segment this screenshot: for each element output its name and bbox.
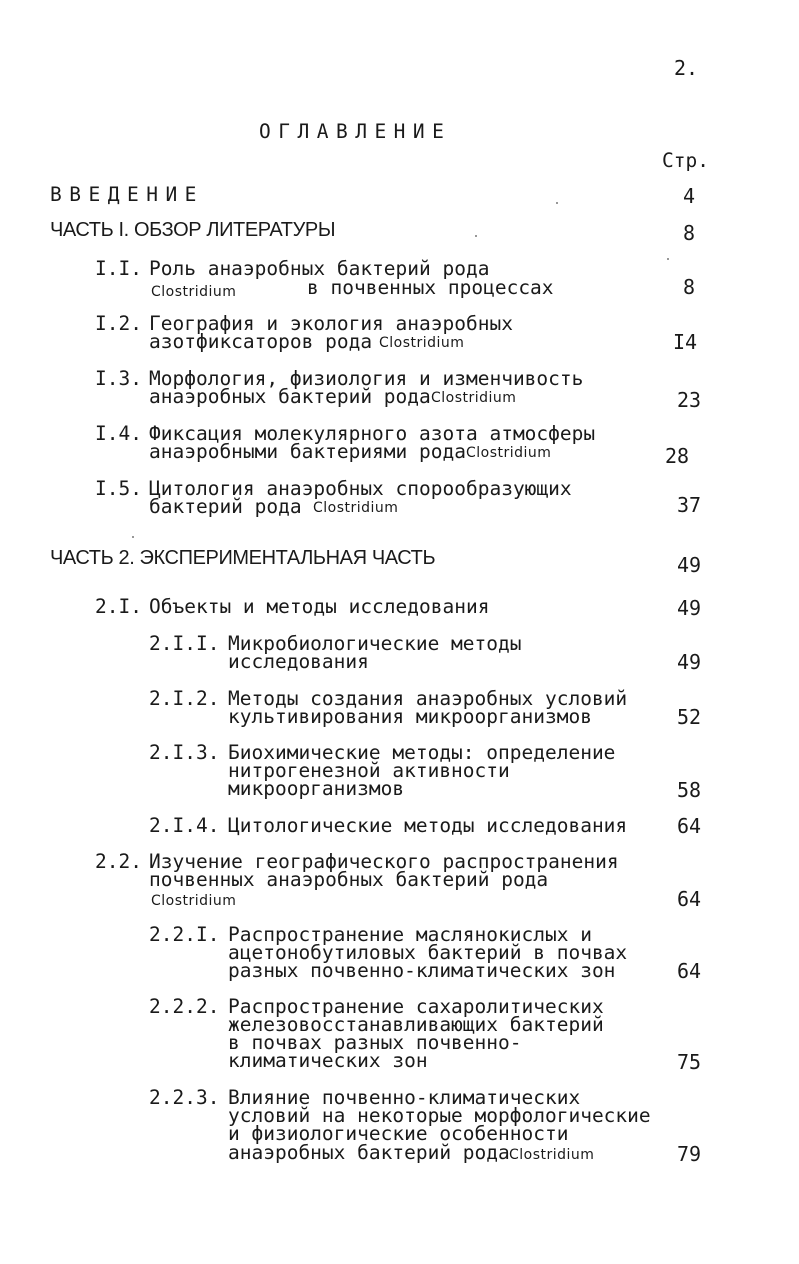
- entry-number: 2.2.: [95, 850, 142, 873]
- entry-page: 8: [682, 221, 696, 245]
- entry-line: География и экология анаэробных: [149, 312, 513, 335]
- entry-line: в почвах разных почвенно-: [228, 1031, 522, 1054]
- entry-page: 52: [676, 705, 702, 729]
- entry-number: I.I.: [95, 257, 142, 280]
- entry-line: микроорганизмов: [228, 777, 405, 800]
- genus-name: Clostridium: [151, 284, 237, 300]
- entry-number: 2.I.I.: [149, 632, 220, 655]
- entry-page: 58: [676, 778, 702, 802]
- entry-number: I.5.: [95, 477, 142, 500]
- entry-title: ЧАСТЬ 2. ЭКСПЕРИМЕНТАЛЬНАЯ ЧАСТЬ: [50, 547, 436, 569]
- entry-line: Изучение географического распространения: [149, 850, 619, 873]
- entry-page: 79: [676, 1142, 702, 1166]
- entry-line: нитрогенезной активности: [228, 759, 510, 782]
- entry-number: 2.2.I.: [149, 923, 220, 946]
- entry-line: исследования: [228, 650, 369, 673]
- entry-page: 49: [676, 596, 702, 620]
- entry-line: Роль анаэробных бактерий рода: [149, 257, 490, 280]
- entry-number: 2.I.: [95, 595, 142, 618]
- entry-number: 2.2.2.: [149, 995, 220, 1018]
- entry-page: 64: [676, 887, 702, 911]
- entry-line: Методы создания анаэробных условий: [228, 687, 628, 710]
- entry-line: Влияние почвенно-климатических: [228, 1086, 581, 1109]
- entry-number: I.3.: [95, 367, 142, 390]
- entry-line: анаэробных бактерий рода: [228, 1141, 510, 1164]
- entry-line: культивирования микроорганизмов: [228, 705, 592, 728]
- entry-page: 75: [676, 1050, 702, 1074]
- entry-page: 64: [676, 814, 702, 838]
- entry-line: Микробиологические методы: [228, 632, 522, 655]
- entry-page: 49: [676, 650, 702, 674]
- entry-number: 2.2.3.: [149, 1086, 220, 1109]
- entry-page: 37: [676, 493, 702, 517]
- scan-speck: [132, 536, 134, 538]
- entry-line: условий на некоторые морфологические: [228, 1104, 651, 1127]
- entry-line: Цитология анаэробных спорообразующих: [149, 477, 572, 500]
- genus-name: Clostridium: [151, 893, 237, 909]
- entry-page: 23: [676, 388, 702, 412]
- genus-name: Clostridium: [509, 1147, 595, 1163]
- entry-page: 8: [682, 275, 696, 299]
- scan-speck: [667, 258, 669, 260]
- genus-name: Clostridium: [431, 390, 517, 406]
- entry-line: Цитологические методы исследования: [228, 814, 628, 837]
- entry-line: анаэробными бактериями рода: [149, 440, 466, 463]
- entry-title: ЧАСТЬ I. ОБЗОР ЛИТЕРАТУРЫ: [50, 219, 336, 241]
- entry-line: и физиологические особенности: [228, 1122, 569, 1145]
- toc-title: ОГЛАВЛЕНИЕ: [259, 120, 452, 143]
- genus-name: Clostridium: [313, 500, 399, 516]
- entry-line: азотфиксаторов рода: [149, 330, 373, 353]
- scan-speck: [475, 235, 477, 237]
- genus-name: Clostridium: [466, 445, 552, 461]
- entry-title: ВВЕДЕНИЕ: [50, 183, 204, 206]
- entry-line: Морфология, физиология и изменчивость: [149, 367, 584, 390]
- entry-line: Фиксация молекулярного азота атмосферы: [149, 422, 596, 445]
- entry-line: почвенных анаэробных бактерий рода: [149, 868, 549, 891]
- entry-line: Распространение сахаролитических: [228, 995, 604, 1018]
- entry-page: 4: [682, 184, 696, 208]
- entry-number: I.2.: [95, 312, 142, 335]
- scan-speck: [556, 202, 558, 204]
- entry-number: I.4.: [95, 422, 142, 445]
- entry-page: 28: [664, 444, 690, 468]
- entry-page: I4: [672, 330, 698, 354]
- entry-number: 2.I.3.: [149, 741, 220, 764]
- entry-line: железовосстанавливающих бактерий: [228, 1013, 604, 1036]
- page-number: 2.: [674, 56, 699, 80]
- entry-page: 64: [676, 959, 702, 983]
- entry-page: 49: [676, 553, 702, 577]
- entry-line: анаэробных бактерий рода: [149, 385, 431, 408]
- entry-line: бактерий рода: [149, 495, 302, 518]
- entry-line: в почвенных процессах: [307, 276, 554, 299]
- entry-line: Распространение маслянокислых и: [228, 923, 592, 946]
- entry-line: климатических зон: [228, 1049, 428, 1072]
- entry-number: 2.I.4.: [149, 814, 220, 837]
- entry-line: Объекты и методы исследования: [149, 595, 490, 618]
- page-column-header: Стр.: [662, 149, 709, 172]
- entry-line: Биохимические методы: определение: [228, 741, 616, 764]
- entry-line: разных почвенно-климатических зон: [228, 959, 616, 982]
- entry-line: ацетонобутиловых бактерий в почвах: [228, 941, 628, 964]
- entry-number: 2.I.2.: [149, 687, 220, 710]
- genus-name: Clostridium: [379, 335, 465, 351]
